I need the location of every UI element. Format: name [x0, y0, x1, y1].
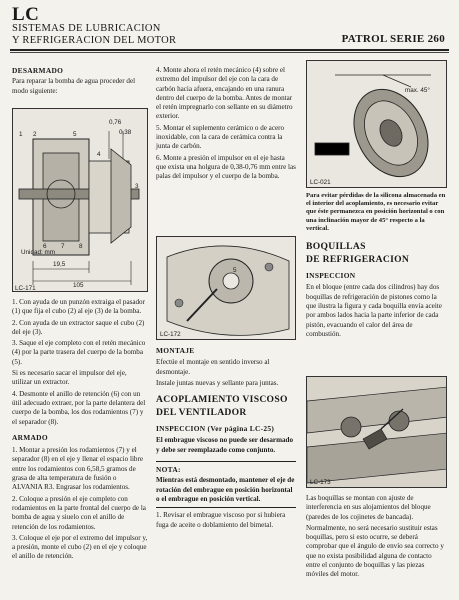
- boquillas-heading-2: DE REFRIGERACION: [306, 254, 410, 266]
- armado-step: 3. Coloque el eje por el extremo del impulsor y, a presión, monte el cubo (2) en el eje y coloque el anillo de retención.: [12, 533, 148, 561]
- nota-heading: NOTA:: [156, 465, 181, 475]
- montaje-text: Instale juntas nuevas y sellante para juntas.: [156, 378, 279, 387]
- boquillas-text: En el bloque (entre cada dos cilindros) hay dos boquillas de refrigeración de pistones como la que ilustra la figura y cada boquilla envía aceite por ambos lados hacia la parte inferior de cada pistón, evacuando el calor del área de combustión.: [306, 283, 442, 338]
- nota-text: Mientras está desmontado, mantener el eje de rotación del embrague en posición horizontal o el embrague en posición vertical.: [156, 476, 295, 503]
- part-callout: 4: [97, 151, 101, 158]
- dim-076: 0,76: [109, 119, 122, 126]
- dim-105: 105: [73, 282, 84, 289]
- part-callout: 5: [233, 267, 237, 274]
- inspeccion-text: El embrague viscoso no puede ser desarmado y debe ser reemplazado como conjunto.: [156, 436, 294, 454]
- boquillas-after-text: Normalmente, no será necesario sustituir estas boquillas, pero si esto ocurre, se deberá comprobar que el ángulo de envío sea correcto y que no exista posibilidad alguna de contacto entre el conjunto de boquillas y las piezas móviles del motor.: [306, 523, 444, 579]
- desarmado-step: Si es necesario sacar el impulsor del eje, utilizar un extractor.: [12, 369, 127, 387]
- boquillas-after-text: Las boquillas se montan con ajuste de interferencia en sus alojamientos del bloque (paredes de los cojinetes de bancada).: [306, 494, 431, 521]
- armado-step: 6. Monte a presión el impulsor en el eje hasta que exista una holgura de 0,38-0,76 mm entre las palas del impulsor y el cuerpo de la bomba.: [156, 153, 296, 181]
- dim-195: 19,5: [53, 261, 66, 268]
- header-rule: [10, 49, 449, 51]
- col2-bottom: [156, 346, 296, 532]
- part-callout: 1: [19, 131, 23, 138]
- max-angle-label: max. 45°: [405, 87, 430, 94]
- impulsor-figure: [156, 236, 296, 340]
- boquillas-inspeccion-heading: INSPECCION: [306, 271, 356, 281]
- figure-label-lc171: LC-171: [15, 285, 36, 292]
- nozzle-figure: [306, 376, 447, 488]
- fan-coupling-drawing: [307, 61, 447, 188]
- part-callout: 6: [43, 243, 47, 250]
- page-title-line2: Y REFRIGERACION DEL MOTOR: [12, 35, 177, 46]
- revisar-text: 1. Revisar el embrague viscoso por si hubiera fuga de aceite o doblamiento del bimetal.: [156, 511, 286, 529]
- part-callout: 2: [33, 131, 37, 138]
- inspeccion-heading: INSPECCION (Ver página LC-25): [156, 424, 275, 434]
- part-callout: 5: [73, 131, 77, 138]
- desarmado-intro: Para reparar la bomba de agua proceder del modo siguiente:: [12, 77, 136, 95]
- impulsor-drawing: [157, 237, 296, 340]
- unit-label: Unidad: mm: [21, 249, 55, 256]
- acoplamiento-heading-2: DEL VENTILADOR: [156, 407, 247, 419]
- desarmado-step: 3. Saque el eje completo con el retén mecánico (4) por la parte trasera del cuerpo de la bomba (5).: [12, 339, 146, 366]
- desarmado-heading: DESARMADO: [12, 66, 64, 75]
- page-title-line1: SISTEMAS DE LUBRICACION: [12, 23, 161, 34]
- desarmado-step: 4. Desmonte el anillo de retención (6) con un útil adecuado extraer, por la parte delantera del cuerpo de la bomba, los dos rodamientos (7) y el separador (8).: [12, 389, 146, 426]
- figure-label-lc173: LC-173: [310, 479, 331, 486]
- col2-top: [156, 66, 296, 184]
- acoplamiento-heading-1: ACOPLAMIENTO VISCOSO: [156, 394, 288, 406]
- part-callout: 8: [79, 243, 83, 250]
- col1-bottom: [12, 298, 148, 564]
- col3-top: [306, 192, 447, 341]
- fan-coupling-caption: Para evitar pérdidas de la silicona almacenada en el interior del acoplamiento, es necesario evitar que éste permanezca en posición horizontal o con una inclinación mayor de 45° respecto a la vertical.: [306, 192, 446, 232]
- part-callout: 3: [135, 183, 139, 190]
- nota-rule-end: [156, 507, 296, 508]
- water-pump-figure: [12, 108, 148, 292]
- col1-top: [12, 66, 148, 98]
- fan-coupling-figure: [306, 60, 447, 188]
- part-callout: 7: [61, 243, 65, 250]
- nozzle-drawing: [307, 377, 447, 488]
- dim-038: 0,38: [119, 129, 132, 136]
- header-rule-thin: [10, 52, 449, 53]
- figure-label-lc172: LC-172: [160, 331, 181, 338]
- armado-heading: ARMADO: [12, 432, 48, 442]
- armado-step: 1. Montar a presión los rodamientos (7) y el separador (8) en el eje y llenar el espacio libre entre los rodamientos con 6,58,5 gramos de grasa de alta temperatura de fusión o ALVANIA R3. Engrasar los rodamientos.: [12, 446, 143, 492]
- armado-step: 5. Montar el suplemento cerámico o de acero inoxidable, con la cara de cerámica contra la junta de carbón.: [156, 123, 285, 151]
- desarmado-step: 2. Con ayuda de un extractor saque el cubo (2) del eje (3).: [12, 318, 145, 336]
- boquillas-heading-1: BOQUILLAS: [306, 241, 366, 253]
- montaje-text: Efectúe el montaje en sentido inverso al desmontaje.: [156, 358, 270, 376]
- figure-label-lc021: LC-021: [310, 179, 331, 186]
- col3-bottom: [306, 494, 447, 582]
- armado-step: 4. Monte ahora el retén mecánico (4) sobre el extremo del impulsor del eje con la cara de carbón hacia afuera, encajando en una ranura dentro del cuerpo de la bomba. Antes de montar el retén impregnarlo con sellante en su diámetro exterior.: [156, 66, 293, 121]
- section-code: LC: [12, 4, 40, 25]
- series-label: PATROL SERIE 260: [341, 33, 445, 45]
- montaje-heading: MONTAJE: [156, 346, 195, 355]
- nota-rule: [156, 461, 296, 462]
- desarmado-step: 1. Con ayuda de un punzón extraiga el pasador (1) que fija el cubo (2) al eje (3) de la bomba.: [12, 298, 145, 316]
- armado-step: 2. Coloque a presión el eje completo con rodamientos en la parte frontal del cuerpo de la bomba de agua y siuelo con el anillo de retención de los rodamientos.: [12, 494, 146, 531]
